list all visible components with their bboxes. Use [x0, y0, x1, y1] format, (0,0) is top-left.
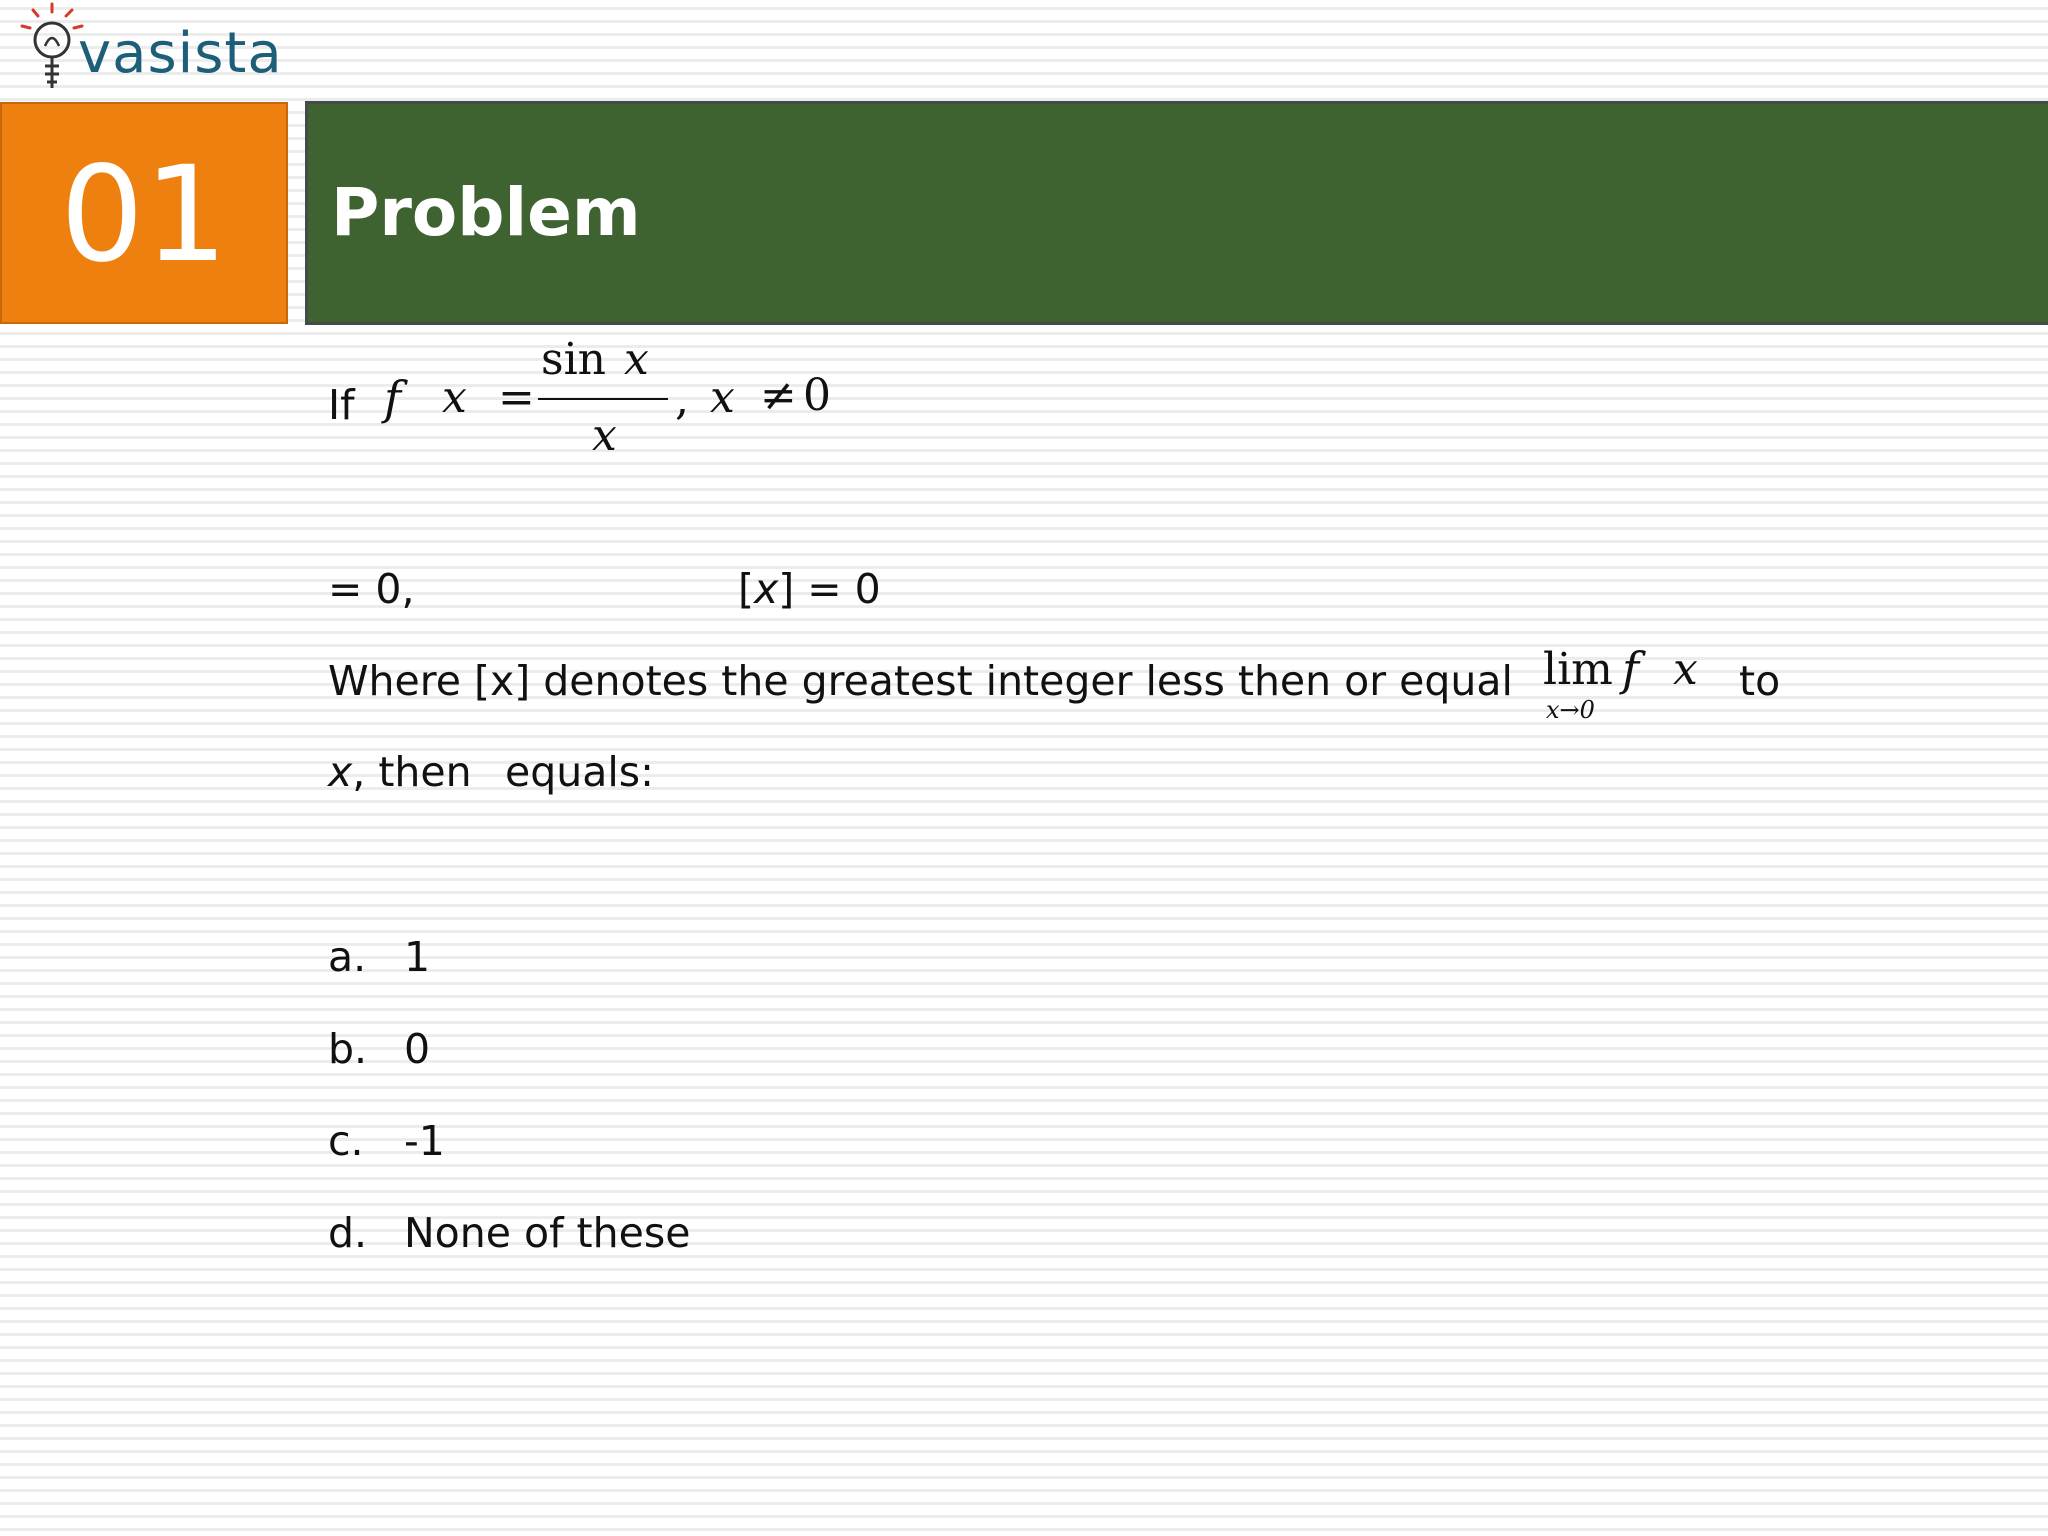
limit-x: x: [1673, 644, 1698, 695]
bracket-x: x: [754, 565, 779, 613]
lightbulb-icon: [16, 2, 86, 96]
function-f: f: [384, 371, 402, 425]
option-value: 1: [404, 933, 431, 981]
logo-wordmark: vasista: [78, 21, 283, 86]
condition-x: x: [710, 372, 735, 423]
line4-equals: equals:: [505, 748, 654, 796]
comma: ,: [675, 374, 689, 425]
fraction-bar: [538, 398, 668, 400]
denominator-x: x: [592, 410, 617, 461]
if-label: If: [328, 381, 355, 429]
word-to: to: [1739, 657, 1781, 705]
option-letter: a.: [328, 933, 367, 981]
numerator-x: x: [624, 334, 649, 385]
problem-number: 01: [60, 138, 228, 292]
vasista-logo: [16, 2, 286, 96]
option-letter: d.: [328, 1209, 368, 1257]
limit-lim: lim: [1543, 644, 1613, 695]
bracket-open: [: [738, 565, 754, 613]
option-value: -1: [404, 1117, 445, 1165]
line4: [328, 748, 472, 796]
option-letter: b.: [328, 1025, 368, 1073]
limit-subscript: x→0: [1546, 696, 1595, 724]
option-value: 0: [404, 1025, 431, 1073]
line2-right: [738, 565, 881, 613]
line2-left: = 0,: [328, 565, 415, 613]
title-bar: [305, 101, 2048, 325]
problem-number-box: [0, 102, 288, 324]
limit-f: f: [1622, 642, 1640, 696]
option-value: None of these: [404, 1209, 691, 1257]
equals-sign: =: [498, 372, 535, 423]
not-equal-sign: ≠: [760, 370, 797, 421]
line4-then: , then: [352, 748, 472, 796]
line3-text: Where [x] denotes the greatest integer less then or equal: [328, 657, 1513, 705]
bracket-close-eq: ] = 0: [778, 565, 881, 613]
option-letter: c.: [328, 1117, 364, 1165]
function-arg-x: x: [442, 372, 467, 423]
numerator-sin: sin: [541, 334, 606, 385]
page-title: Problem: [331, 174, 641, 251]
condition-zero: 0: [803, 370, 831, 421]
line4-x: x: [328, 748, 353, 796]
